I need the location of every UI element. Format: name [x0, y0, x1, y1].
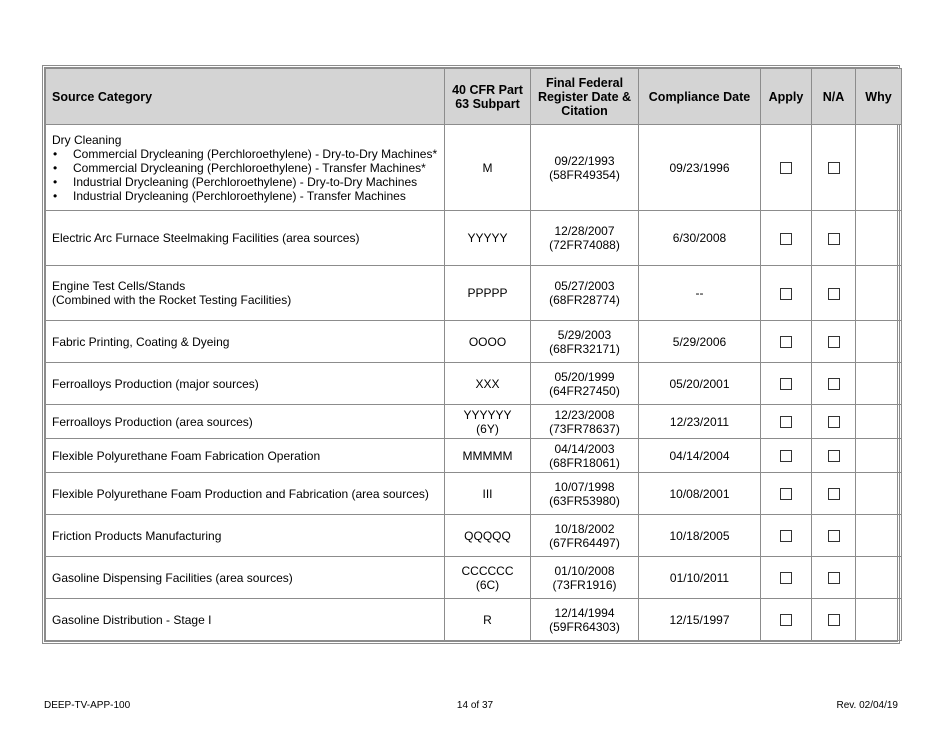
source-category-cell: Fabric Printing, Coating & Dyeing	[46, 321, 445, 363]
table-row	[46, 211, 902, 266]
na-cell	[812, 405, 856, 439]
subpart-cell	[445, 557, 531, 599]
table-row	[46, 405, 902, 439]
register-date: 12/28/2007	[554, 224, 615, 238]
na-checkbox[interactable]	[828, 614, 840, 626]
na-checkbox[interactable]	[828, 488, 840, 500]
why-cell[interactable]	[856, 557, 902, 599]
list-item: • Industrial Drycleaning (Perchloroethylene) - Dry-to-Dry Machines	[52, 175, 438, 189]
register-citation: (68FR32171)	[549, 341, 620, 356]
register-citation: (73FR1916)	[552, 577, 617, 592]
subpart-cell: YYYYY	[445, 211, 531, 266]
apply-checkbox[interactable]	[780, 450, 792, 462]
table-row	[46, 557, 902, 599]
compliance-date-cell: 12/15/1997	[639, 599, 761, 641]
apply-cell	[761, 266, 812, 321]
apply-cell	[761, 557, 812, 599]
source-category-cell	[46, 125, 445, 211]
register-citation: (59FR64303)	[549, 619, 620, 634]
header-why: Why	[856, 69, 902, 125]
header-na: N/A	[812, 69, 856, 125]
subpart-cell: XXX	[445, 363, 531, 405]
subpart-cell: III	[445, 473, 531, 515]
federal-register-cell	[531, 211, 639, 266]
source-category-cell: Friction Products Manufacturing	[46, 515, 445, 557]
na-cell	[812, 599, 856, 641]
source-category-table-wrapper	[42, 65, 900, 644]
compliance-date-cell: 04/14/2004	[639, 439, 761, 473]
compliance-date-cell: 6/30/2008	[639, 211, 761, 266]
federal-register-cell	[531, 405, 639, 439]
na-checkbox[interactable]	[828, 378, 840, 390]
apply-cell	[761, 599, 812, 641]
source-category-text: Engine Test Cells/Stands	[52, 279, 186, 293]
federal-register-cell	[531, 515, 639, 557]
subpart-cell: PPPPP	[445, 266, 531, 321]
compliance-date-cell: 10/08/2001	[639, 473, 761, 515]
register-date: 10/18/2002	[554, 521, 615, 536]
subpart-cell: QQQQQ	[445, 515, 531, 557]
footer-form-id: DEEP-TV-APP-100	[44, 700, 131, 711]
compliance-date-cell: 10/18/2005	[639, 515, 761, 557]
table-row	[46, 363, 902, 405]
subpart-abbrev: (6C)	[475, 577, 500, 592]
apply-checkbox[interactable]	[780, 572, 792, 584]
compliance-date-cell: 5/29/2006	[639, 321, 761, 363]
register-date: 04/14/2003	[554, 441, 615, 456]
apply-checkbox[interactable]	[780, 416, 792, 428]
source-category-cell: Flexible Polyurethane Foam Production and Fabrication (area sources)	[46, 473, 445, 515]
apply-checkbox[interactable]	[780, 488, 792, 500]
apply-checkbox[interactable]	[780, 336, 792, 348]
why-cell[interactable]	[856, 125, 902, 211]
header-source-category: Source Category	[46, 69, 445, 125]
apply-checkbox[interactable]	[780, 288, 792, 300]
source-category-table	[45, 68, 902, 641]
source-category-cell: Flexible Polyurethane Foam Fabrication Operation	[46, 439, 445, 473]
na-cell	[812, 557, 856, 599]
register-date: 12/14/1994	[554, 605, 615, 620]
subpart-text: YYYYYY	[463, 407, 512, 422]
apply-checkbox[interactable]	[780, 614, 792, 626]
compliance-date-cell: 01/10/2011	[639, 557, 761, 599]
federal-register-cell	[531, 599, 639, 641]
register-date: 05/20/1999	[554, 369, 615, 384]
federal-register-cell	[531, 321, 639, 363]
na-checkbox[interactable]	[828, 162, 840, 174]
source-category-cell: Gasoline Dispensing Facilities (area sources)	[46, 557, 445, 599]
source-category-cell: Electric Arc Furnace Steelmaking Facilities (area sources)	[46, 211, 445, 266]
na-cell	[812, 515, 856, 557]
na-checkbox[interactable]	[828, 336, 840, 348]
why-cell[interactable]	[856, 599, 902, 641]
why-cell[interactable]	[856, 211, 902, 266]
register-citation: (68FR18061)	[549, 455, 620, 470]
header-compliance-date: Compliance Date	[639, 69, 761, 125]
table-row	[46, 125, 902, 211]
table-row	[46, 321, 902, 363]
apply-cell	[761, 405, 812, 439]
list-item: • Industrial Drycleaning (Perchloroethylene) - Transfer Machines	[52, 189, 438, 203]
apply-cell	[761, 439, 812, 473]
why-cell[interactable]	[856, 363, 902, 405]
register-citation: (73FR78637)	[549, 421, 620, 436]
apply-cell	[761, 363, 812, 405]
why-cell[interactable]	[856, 321, 902, 363]
why-cell[interactable]	[856, 439, 902, 473]
table-row	[46, 439, 902, 473]
table-row	[46, 599, 902, 641]
header-row	[46, 69, 902, 125]
na-cell	[812, 211, 856, 266]
register-date: 12/23/2008	[554, 407, 615, 422]
why-cell[interactable]	[856, 405, 902, 439]
subpart-cell: R	[445, 599, 531, 641]
apply-cell	[761, 211, 812, 266]
na-cell	[812, 473, 856, 515]
register-date: 5/29/2003	[557, 327, 612, 342]
na-cell	[812, 321, 856, 363]
table-row	[46, 266, 902, 321]
apply-cell	[761, 125, 812, 211]
register-citation: (72FR74088)	[549, 238, 620, 252]
na-cell	[812, 125, 856, 211]
federal-register-cell	[531, 557, 639, 599]
federal-register-cell	[531, 439, 639, 473]
register-date: 05/27/2003	[554, 279, 615, 293]
na-checkbox[interactable]	[828, 450, 840, 462]
na-cell	[812, 363, 856, 405]
apply-checkbox[interactable]	[780, 233, 792, 245]
why-cell[interactable]	[856, 266, 902, 321]
source-category-text: Dry Cleaning	[52, 132, 122, 147]
apply-checkbox[interactable]	[780, 162, 792, 174]
source-category-cell: Ferroalloys Production (area sources)	[46, 405, 445, 439]
footer-page-number: 14 of 37	[456, 700, 494, 711]
register-date: 09/22/1993	[554, 153, 615, 168]
header-federal-register: Final Federal Register Date & Citation	[531, 69, 639, 125]
na-cell	[812, 439, 856, 473]
apply-cell	[761, 473, 812, 515]
na-checkbox[interactable]	[828, 530, 840, 542]
na-checkbox[interactable]	[828, 572, 840, 584]
subpart-cell: MMMMM	[445, 439, 531, 473]
subpart-cell	[445, 125, 531, 211]
federal-register-cell	[531, 473, 639, 515]
federal-register-cell	[531, 363, 639, 405]
register-date: 10/07/1998	[554, 479, 615, 494]
register-citation: (67FR64497)	[549, 535, 620, 550]
list-item: • Commercial Drycleaning (Perchloroethylene) - Transfer Machines*	[52, 161, 438, 175]
footer-revision: Rev. 02/04/19	[836, 700, 898, 711]
register-citation: (68FR28774)	[549, 293, 620, 307]
compliance-date-cell: --	[639, 266, 761, 321]
table-row	[46, 473, 902, 515]
header-subpart: 40 CFR Part 63 Subpart	[445, 69, 531, 125]
why-cell[interactable]	[856, 515, 902, 557]
apply-checkbox[interactable]	[780, 378, 792, 390]
register-date: 01/10/2008	[554, 563, 615, 578]
subpart-cell	[445, 405, 531, 439]
compliance-date-cell: 05/20/2001	[639, 363, 761, 405]
subpart-cell: OOOO	[445, 321, 531, 363]
register-citation: (64FR27450)	[549, 383, 620, 398]
compliance-date-cell: 09/23/1996	[639, 125, 761, 211]
source-category-cell: Ferroalloys Production (major sources)	[46, 363, 445, 405]
list-item: • Commercial Drycleaning (Perchloroethylene) - Dry-to-Dry Machines*	[52, 147, 438, 161]
subpart-text: M	[482, 160, 493, 175]
na-checkbox[interactable]	[828, 288, 840, 300]
source-category-note: (Combined with the Rocket Testing Facilities)	[52, 293, 292, 307]
apply-cell	[761, 321, 812, 363]
apply-checkbox[interactable]	[780, 530, 792, 542]
source-category-cell	[46, 266, 445, 321]
subpart-abbrev: (6Y)	[476, 421, 499, 436]
federal-register-cell	[531, 125, 639, 211]
na-checkbox[interactable]	[828, 416, 840, 428]
source-category-cell: Gasoline Distribution - Stage I	[46, 599, 445, 641]
register-citation: (58FR49354)	[549, 167, 620, 182]
compliance-date-cell: 12/23/2011	[639, 405, 761, 439]
why-cell[interactable]	[856, 473, 902, 515]
header-apply: Apply	[761, 69, 812, 125]
federal-register-cell	[531, 266, 639, 321]
sub-category-list	[52, 147, 438, 203]
table-row	[46, 515, 902, 557]
register-citation: (63FR53980)	[549, 493, 620, 508]
na-cell	[812, 266, 856, 321]
subpart-text: CCCCCC	[461, 563, 514, 578]
na-checkbox[interactable]	[828, 233, 840, 245]
apply-cell	[761, 515, 812, 557]
